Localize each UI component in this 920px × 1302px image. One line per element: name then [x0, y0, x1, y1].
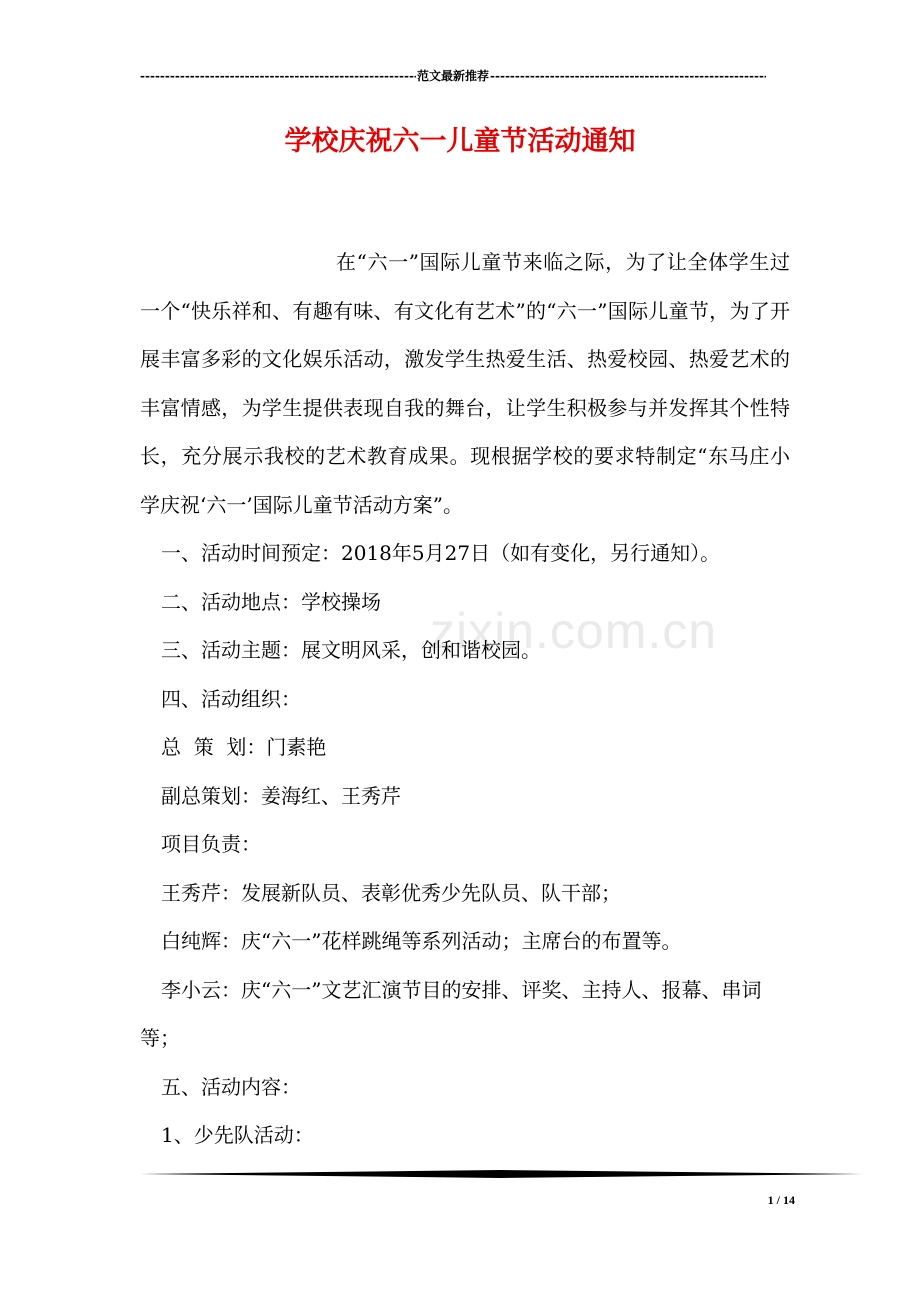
item-pioneer: 1、少先队活动： [161, 1123, 314, 1147]
item-content: 五、活动内容： [161, 1074, 301, 1099]
footer-rule [140, 1170, 862, 1178]
item-project-lead: 项目负责： [161, 832, 261, 856]
header-dash-right [490, 66, 766, 86]
item-wang: 王秀芹：发展新队员、表彰优秀少先队员、队干部； [161, 880, 621, 905]
item-theme: 三、活动主题：展文明风采，创和谐校园。 [161, 638, 541, 662]
item-bai: 白纯辉：庆“六一”花样跳绳等系列活动；主席台的布置等。 [161, 929, 682, 953]
item-organization: 四、活动组织： [161, 686, 301, 711]
item-time: 一、活动时间预定：2018年5月27日（如有变化，另行通知）。 [161, 541, 721, 565]
intro-paragraph: 在“六一”国际儿童节来临之际，为了让全体学生过一个“快乐祥和、有趣有味、有文化有艺术”的“六一”国际儿童节，为了开展丰富多彩的文化娱乐活动，激发学生热爱生活、热爱校园、热爱艺术的丰富情感，为学生提供表现自我的舞台，让学生积极参与并发挥其个性特长，充分展示我校的艺术教育成果。现根据学校的要求特制定“东马庄小学庆祝‘六一’国际儿童节活动方案”。 [140, 250, 790, 517]
item-li: 李小云：庆“六一”文艺汇演节目的安排、评奖、主持人、报幕、串词等； [140, 977, 762, 1050]
page-header [140, 66, 766, 86]
item-planner: 总 策 划：门素艳 [161, 735, 327, 759]
page-number: 1 / 14 [767, 1193, 795, 1207]
header-dash-left [140, 66, 416, 86]
watermark: zixin.com.cn [430, 603, 718, 659]
item-place: 二、活动地点：学校操场 [161, 589, 381, 614]
document-body [140, 238, 790, 1160]
document-title: 学校庆祝六一儿童节活动通知 [284, 126, 636, 157]
item-deputy-planner: 副总策划：姜海红、王秀芹 [161, 783, 401, 808]
header-label: 范文最新推荐 [416, 69, 489, 83]
